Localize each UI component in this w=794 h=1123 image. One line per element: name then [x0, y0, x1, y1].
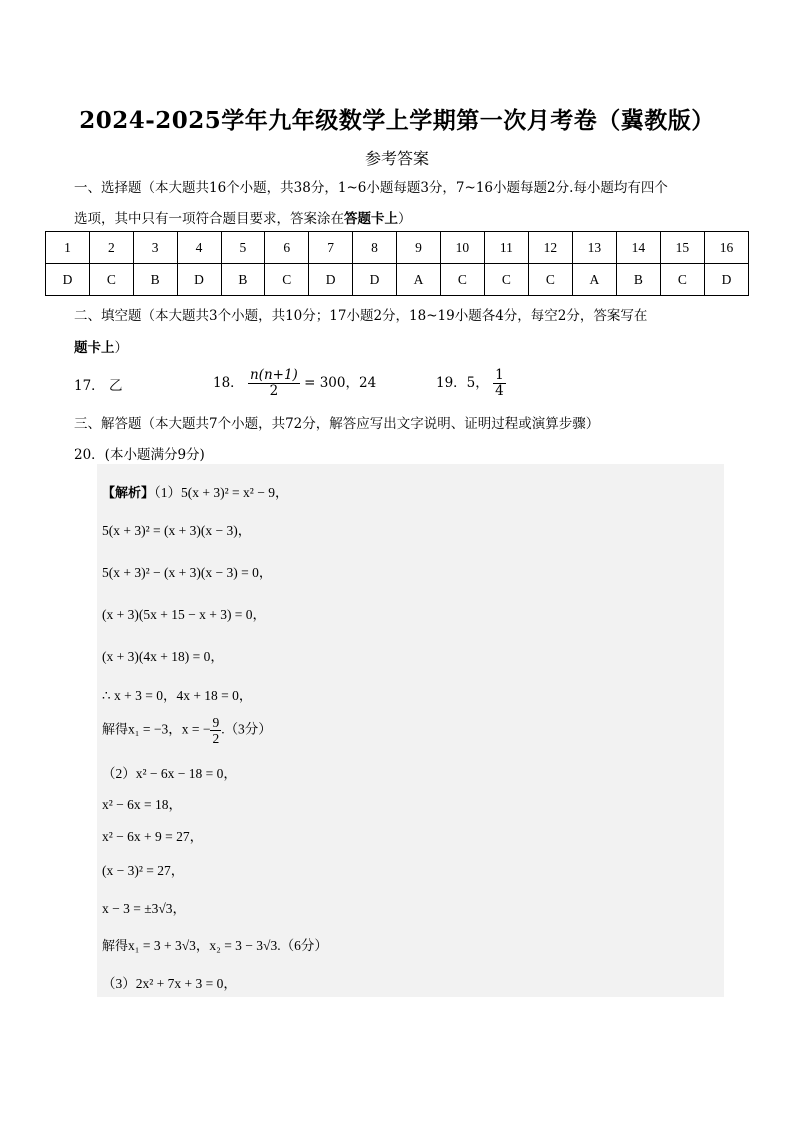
question-number-cell: 9 [397, 232, 441, 264]
question-number-cell: 16 [704, 232, 748, 264]
solution-line [102, 825, 203, 845]
section1-line2-emphasis: 答题卡上 [344, 211, 398, 227]
solution-line-prefix: 解得 [102, 722, 129, 738]
q18-fraction-denominator: 2 [269, 383, 279, 399]
solution-line [102, 715, 272, 746]
q19-label: 19．5， [436, 375, 489, 391]
solution-score-note: .（3分） [221, 721, 272, 737]
section1-instructions-line1: 一、选择题（本大题共16个小题，共38分，1~6小题每题3分，7~16小题每题2分.每小题均有四个 [74, 180, 668, 196]
answer-letter-cell: C [440, 264, 484, 296]
q19-answer [436, 368, 506, 399]
q17-label: 17． [74, 378, 105, 394]
question-number-cell: 7 [309, 232, 353, 264]
solution-line [102, 897, 186, 917]
solution-line [102, 934, 328, 954]
page-subtitle: 参考答案 [364, 149, 429, 168]
question-number-cell: 8 [353, 232, 397, 264]
solution-fraction-denominator: 2 [212, 731, 220, 746]
solution-line [102, 561, 272, 581]
section3-instructions: 三、解答题（本大题共7个小题，共72分，解答应写出文字说明、证明过程或演算步骤） [74, 416, 600, 432]
solution-line-text: ∴ x + 3 = 0，4x + 18 = 0， [102, 688, 253, 703]
solution-line-text: (x − 3)² = 27， [102, 863, 185, 878]
question-number-cell: 10 [440, 232, 484, 264]
question-number-cell: 14 [616, 232, 660, 264]
answer-letter-cell: A [572, 264, 616, 296]
question-number-cell: 15 [660, 232, 704, 264]
q18-answer [213, 368, 376, 399]
solution-line-text: x² − 6x = 18， [102, 797, 183, 812]
solution-line-text: 5(x + 3)² = (x + 3)(x − 3)， [102, 523, 252, 538]
answer-letter-cell: D [704, 264, 748, 296]
section2-instructions-line2 [74, 336, 128, 356]
question-number-cell: 13 [572, 232, 616, 264]
answer-letter-cell: C [89, 264, 133, 296]
question-number-cell: 1 [46, 232, 90, 264]
solution-line-text: (x + 3)(4x + 18) = 0， [102, 649, 224, 664]
solution-line-text: x² − 6x + 9 = 27， [102, 829, 204, 844]
answer-letter-cell: C [484, 264, 528, 296]
q20-header: 20．(本小题满分9分) [74, 447, 205, 463]
q18-fraction-numerator: n(n+1) [249, 367, 298, 383]
solution-line-text: （2）x² − 6x − 18 = 0， [102, 766, 237, 781]
section2-instructions-line1: 二、填空题（本大题共3个小题，共10分；17小题2分，18~19小题各4分，每空2分，答案写在 [74, 308, 648, 324]
page-title: 2024-2025学年九年级数学上学期第一次月考卷（冀教版） [79, 107, 715, 134]
solution-line [102, 972, 237, 992]
section2-line2-suffix: ） [114, 340, 128, 356]
answer-letter-cell: D [177, 264, 221, 296]
solution-fraction-numerator: 9 [212, 715, 220, 730]
q18-label: 18． [213, 375, 244, 391]
solution-line-prefix: 解得 [102, 939, 129, 954]
q19-fraction-denominator: 4 [495, 383, 504, 399]
solution-line [102, 519, 251, 539]
solution-line-text: （3）2x² + 7x + 3 = 0， [102, 976, 237, 991]
section1-instructions-line2 [74, 207, 412, 227]
q20-solution-box [97, 464, 724, 997]
multiple-choice-answer-table [45, 231, 749, 296]
q19-fraction [493, 368, 506, 399]
q18-value: = 300，24 [304, 375, 377, 391]
solution-line [102, 645, 224, 665]
solution-line [102, 481, 288, 501]
q17-value: 乙 [108, 378, 123, 394]
answer-letter-cell: C [265, 264, 309, 296]
q19-fraction-numerator: 1 [495, 367, 504, 383]
section1-line2-suffix: ） [398, 211, 412, 227]
answer-letter-cell: B [616, 264, 660, 296]
question-number-cell: 3 [133, 232, 177, 264]
answer-letter-cell: A [397, 264, 441, 296]
solution-fraction [210, 715, 221, 746]
solution-line [102, 684, 252, 704]
section2-line2-emphasis: 题卡上 [74, 340, 115, 356]
solution-line [102, 859, 184, 879]
question-number-cell: 12 [528, 232, 572, 264]
answer-letter-cell: D [353, 264, 397, 296]
answer-letter-row [46, 264, 749, 296]
answer-letter-cell: C [660, 264, 704, 296]
solution-line-text: x₁ = −3，x = − [128, 721, 211, 737]
solution-line-text: (x + 3)(5x + 15 − x + 3) = 0， [102, 607, 267, 622]
question-number-cell: 4 [177, 232, 221, 264]
answer-letter-cell: D [309, 264, 353, 296]
answer-letter-cell: B [221, 264, 265, 296]
answer-letter-cell: C [528, 264, 572, 296]
solution-line-prefix: 【解析】 [102, 486, 155, 501]
solution-line-text: x − 3 = ±3√3， [102, 901, 187, 916]
question-number-cell: 6 [265, 232, 309, 264]
answer-letter-cell: B [133, 264, 177, 296]
section1-line2-text: 选项，其中只有一项符合题目要求，答案涂在 [74, 211, 344, 227]
solution-line-text: 5(x + 3)² − (x + 3)(x − 3) = 0， [102, 565, 273, 580]
question-number-row [46, 232, 749, 264]
question-number-cell: 5 [221, 232, 265, 264]
solution-line-text: x₁ = 3 + 3√3，x₂ = 3 − 3√3.（6分） [128, 938, 328, 953]
question-number-cell: 11 [484, 232, 528, 264]
q18-fraction [248, 368, 300, 399]
question-number-cell: 2 [89, 232, 133, 264]
solution-line [102, 793, 182, 813]
q17-answer [74, 374, 122, 394]
solution-line-text: （1）5(x + 3)² = x² − 9， [154, 485, 289, 500]
solution-line [102, 762, 237, 782]
solution-line [102, 603, 266, 623]
answer-letter-cell: D [46, 264, 90, 296]
